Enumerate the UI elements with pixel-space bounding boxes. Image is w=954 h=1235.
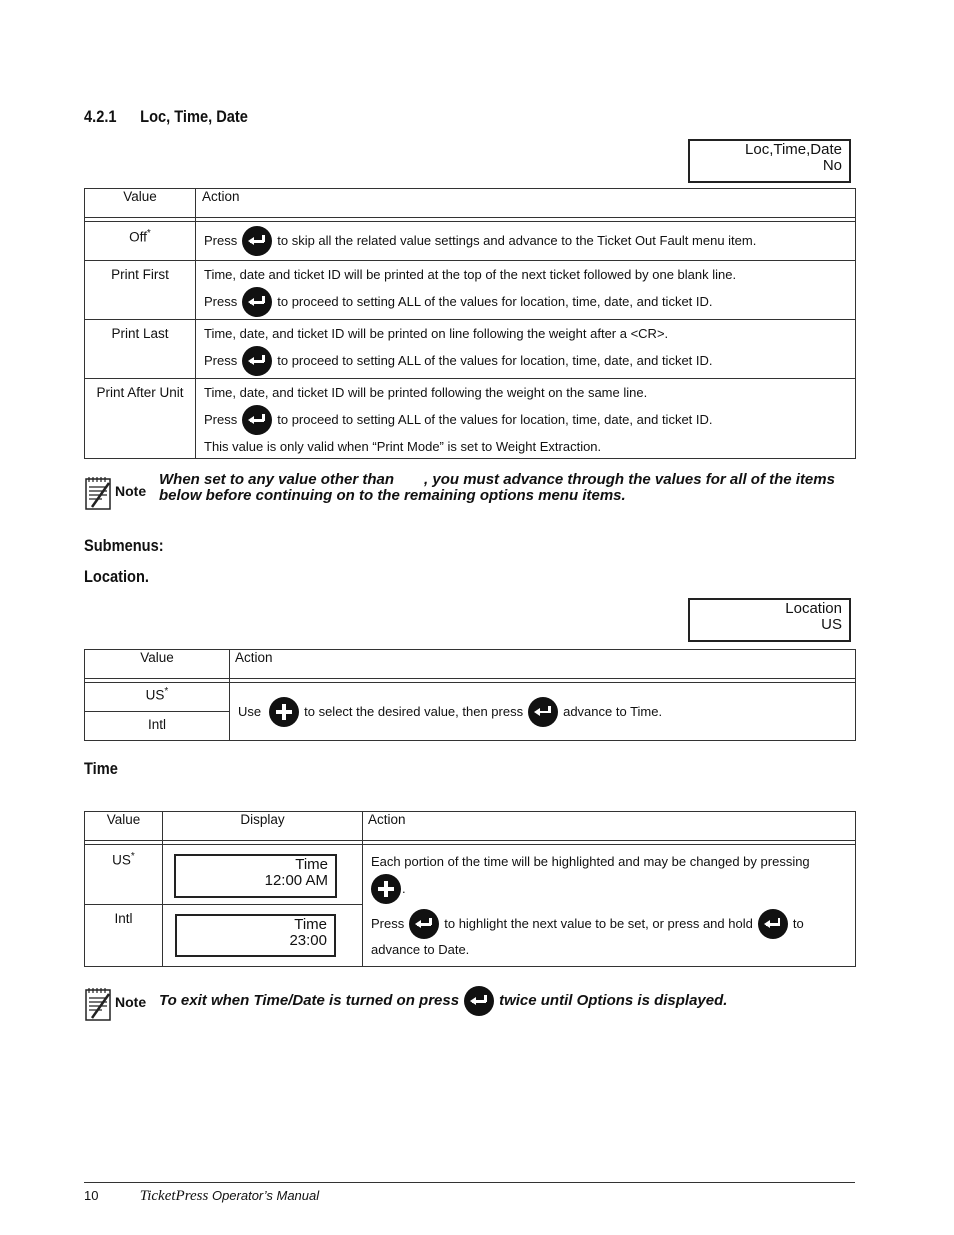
table-row <box>85 261 856 320</box>
enter-icon <box>242 405 272 435</box>
table-row <box>85 845 856 905</box>
header-action: Action <box>196 189 856 218</box>
value-cell: Print Last <box>85 320 196 379</box>
action-cell: Time, date and ticket ID will be printed at the top of the next ticket followed by one blank line. Press to proceed to setting ALL of the values for location, time, date, and ticket ID. <box>196 261 856 320</box>
table-header-row <box>85 812 856 841</box>
note-label: Note <box>115 994 147 1010</box>
table-row <box>85 222 856 261</box>
action-cell: Press to skip all the related value settings and advance to the Ticket Out Fault menu item. <box>196 222 856 261</box>
action-cell: Use to select the desired value, then press advance to Time. <box>230 683 856 741</box>
display-line-1: Location <box>785 600 842 617</box>
display-line-2: No <box>822 157 842 174</box>
action-cell: Time, date, and ticket ID will be printed following the weight on the same line. Press to proceed to setting ALL of the values for location, time, date, and ticket ID. This value is only valid when “Print Mode” is set to Weight Extraction. <box>196 379 856 459</box>
header-action: Action <box>230 650 856 679</box>
note-text: When set to any value other than , you must advance through the values for all of the items below before continuing on to the remaining options menu items. <box>159 471 835 504</box>
table-header-row <box>85 650 856 679</box>
page-number: 10 <box>84 1188 99 1203</box>
action-cell: Time, date, and ticket ID will be printed on line following the weight after a <CR>. Press to proceed to setting ALL of the values for location, time, date, and ticket ID. <box>196 320 856 379</box>
header-value: Value <box>85 189 196 218</box>
plus-icon <box>371 874 401 904</box>
header-value: Value <box>85 650 230 679</box>
header-action: Action <box>363 812 856 841</box>
display-line-2: US <box>821 616 842 633</box>
section-heading <box>84 107 248 127</box>
footer-rule <box>84 1182 855 1183</box>
display-cell <box>163 905 363 967</box>
location-heading: Location. <box>84 567 149 586</box>
loc-time-date-table <box>84 188 856 459</box>
value-cell: Print After Unit <box>85 379 196 459</box>
value-cell: US* <box>85 845 163 905</box>
enter-icon <box>528 697 558 727</box>
display-location <box>688 598 851 642</box>
display-loc-time-date <box>688 139 851 183</box>
submenus-heading: Submenus: <box>84 536 164 555</box>
table-row <box>85 320 856 379</box>
value-cell: Intl <box>85 905 163 967</box>
table-row <box>85 379 856 459</box>
action-cell: Each portion of the time will be highlighted and may be changed by pressing . Press to highlight the next value to be set, or press and hold to advance to Date. <box>363 845 856 967</box>
enter-icon <box>409 909 439 939</box>
value-cell: US* <box>85 683 230 712</box>
table-row <box>85 683 856 712</box>
footer <box>84 1188 319 1205</box>
value-cell: Intl <box>85 712 230 741</box>
note-label: Note <box>115 483 147 499</box>
product-name: TicketPress <box>139 1188 209 1204</box>
enter-icon <box>242 226 272 256</box>
manual-name: Operator’s Manual <box>211 1188 320 1203</box>
location-table <box>84 649 856 741</box>
time-heading: Time <box>84 759 118 778</box>
note-text: To exit when Time/Date is turned on press twice until Options is displayed. <box>159 986 859 1016</box>
table-header-row <box>85 189 856 218</box>
section-title: Loc, Time, Date <box>140 107 248 126</box>
section-number: 4.2.1 <box>84 107 117 126</box>
enter-icon <box>242 287 272 317</box>
header-display: Display <box>163 812 363 841</box>
value-cell: Print First <box>85 261 196 320</box>
enter-icon <box>242 346 272 376</box>
plus-icon <box>269 697 299 727</box>
display-cell <box>163 845 363 905</box>
header-value: Value <box>85 812 163 841</box>
display-time-intl: Time 23:00 <box>175 914 336 957</box>
display-time-us: Time 12:00 AM <box>174 854 337 898</box>
enter-icon <box>464 986 494 1016</box>
time-table <box>84 811 856 967</box>
display-line-1: Loc,Time,Date <box>745 141 842 158</box>
enter-icon <box>758 909 788 939</box>
value-cell: Off* <box>85 222 196 261</box>
